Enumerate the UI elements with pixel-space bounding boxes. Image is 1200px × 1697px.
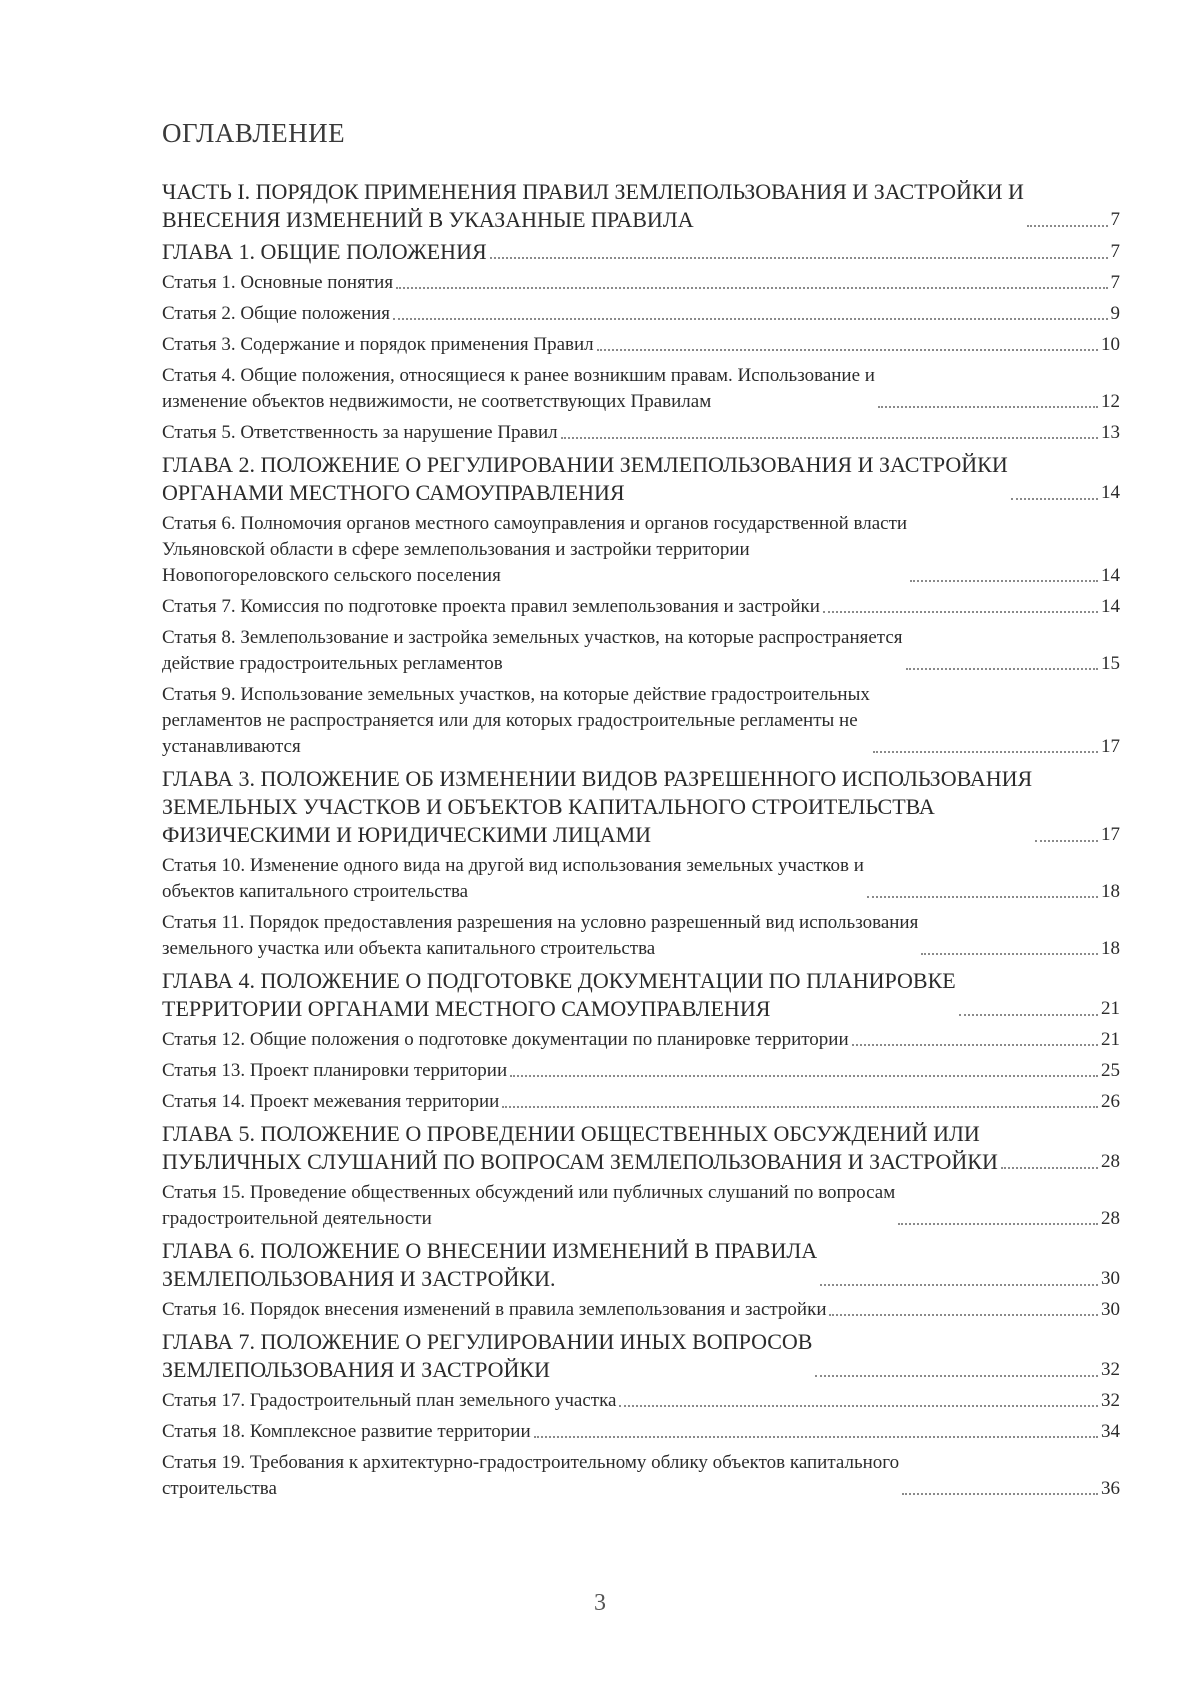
- toc-entry-article[interactable]: [162, 301, 1120, 327]
- toc-entry-page-number: 32: [1101, 1390, 1120, 1411]
- dot-leader: [393, 318, 1107, 320]
- dot-leader: [396, 287, 1107, 289]
- toc-entry-article[interactable]: [162, 1450, 1120, 1502]
- toc-entry-text: Статья 9. Использование земельных участков, на которые действие градостроительных регламентов не распространяется или для которых градостроительные регламенты не устанавливаются: [162, 684, 870, 757]
- toc-entry-article[interactable]: [162, 682, 1120, 760]
- toc-entry-page-number: 9: [1110, 303, 1120, 324]
- toc-entry-article[interactable]: [162, 1180, 1120, 1232]
- toc-entry-text: Статья 16. Порядок внесения изменений в правила землепользования и застройки: [162, 1299, 827, 1320]
- toc-entry-article[interactable]: [162, 594, 1120, 620]
- toc-entry-page-number: 14: [1101, 565, 1120, 586]
- toc-entry-page-number: 10: [1101, 334, 1120, 355]
- toc-entry-page-number: 7: [1110, 272, 1120, 293]
- dot-leader: [510, 1075, 1098, 1077]
- toc-entry-page-number: 32: [1101, 1359, 1120, 1380]
- toc-entry-page-number: 17: [1101, 736, 1120, 757]
- toc-entry-page-number: 30: [1101, 1268, 1120, 1289]
- toc-entry-chapter[interactable]: [162, 1120, 1120, 1176]
- toc-entry-article[interactable]: [162, 1419, 1120, 1445]
- toc-entry-text: Статья 1. Основные понятия: [162, 272, 394, 293]
- toc-entry-text: Статья 12. Общие положения о подготовке документации по планировке территории: [162, 1029, 849, 1050]
- toc-entry-chapter[interactable]: [162, 238, 1120, 266]
- toc-entry-chapter[interactable]: [162, 1237, 1120, 1293]
- toc-entry-page-number: 17: [1101, 824, 1120, 845]
- dot-leader: [959, 1014, 1098, 1016]
- toc-entry-page-number: 7: [1110, 241, 1120, 262]
- toc-entry-text: Статья 3. Содержание и порядок применения Правил: [162, 334, 594, 355]
- toc-entry-page-number: 28: [1101, 1208, 1120, 1229]
- toc-entry-text: Статья 13. Проект планировки территории: [162, 1060, 508, 1081]
- dot-leader: [1001, 1167, 1098, 1169]
- toc-entry-article[interactable]: [162, 625, 1120, 677]
- toc-entry-page-number: 25: [1101, 1060, 1120, 1081]
- toc-entry-chapter[interactable]: [162, 451, 1120, 507]
- toc-entry-text: Статья 2. Общие положения: [162, 303, 391, 324]
- toc-title: ОГЛАВЛЕНИЕ: [162, 118, 346, 148]
- toc-entry-text: ГЛАВА 4. ПОЛОЖЕНИЕ О ПОДГОТОВКЕ ДОКУМЕНТАЦИИ ПО ПЛАНИРОВКЕ ТЕРРИТОРИИ ОРГАНАМИ МЕСТНОГО САМОУПРАВЛЕНИЯ: [162, 968, 956, 1021]
- toc-entry-text: ГЛАВА 5. ПОЛОЖЕНИЕ О ПРОВЕДЕНИИ ОБЩЕСТВЕННЫХ ОБСУЖДЕНИЙ ИЛИ ПУБЛИЧНЫХ СЛУШАНИЙ ПО ВОПРОСАМ ЗЕМЛЕПОЛЬЗОВАНИЯ И ЗАСТРОЙКИ: [162, 1121, 998, 1174]
- toc-entry-text: Статья 10. Изменение одного вида на другой вид использования земельных участков и объектов капитального строительства: [162, 855, 864, 902]
- toc-entry-text: Статья 6. Полномочия органов местного самоуправления и органов государственной власти Ульяновской области в сфере землепользования и застройки территории Новопогореловского сельского поселения: [162, 513, 908, 586]
- dot-leader: [1027, 225, 1108, 227]
- toc-entry-page-number: 26: [1101, 1091, 1120, 1112]
- toc-entry-article[interactable]: [162, 1089, 1120, 1115]
- dot-leader: [619, 1405, 1098, 1407]
- toc-entry-page-number: 7: [1110, 209, 1120, 230]
- dot-leader: [1035, 840, 1098, 842]
- toc-entry-page-number: 15: [1101, 653, 1120, 674]
- dot-leader: [502, 1106, 1098, 1108]
- toc-entry-text: Статья 15. Проведение общественных обсуждений или публичных слушаний по вопросам градостроительной деятельности: [162, 1182, 896, 1229]
- dot-leader: [815, 1375, 1098, 1377]
- toc-entry-page-number: 13: [1101, 422, 1120, 443]
- toc-entry-article[interactable]: [162, 1058, 1120, 1084]
- toc-entry-page-number: 28: [1101, 1151, 1120, 1172]
- dot-leader: [597, 349, 1098, 351]
- page-number: 3: [594, 1590, 606, 1616]
- toc-entry-text: ГЛАВА 7. ПОЛОЖЕНИЕ О РЕГУЛИРОВАНИИ ИНЫХ ВОПРОСОВ ЗЕМЛЕПОЛЬЗОВАНИЯ И ЗАСТРОЙКИ: [162, 1329, 813, 1382]
- toc-entry-text: Статья 18. Комплексное развитие территории: [162, 1421, 531, 1442]
- toc-entry-chapter[interactable]: [162, 967, 1120, 1023]
- toc-entry-text: Статья 4. Общие положения, относящиеся к ранее возникшим правам. Использование и изменение объектов недвижимости, не соответствующих Правилам: [162, 365, 875, 412]
- toc-entry-article[interactable]: [162, 420, 1120, 446]
- toc-entry-text: ГЛАВА 3. ПОЛОЖЕНИЕ ОБ ИЗМЕНЕНИИ ВИДОВ РАЗРЕШЕННОГО ИСПОЛЬЗОВАНИЯ ЗЕМЕЛЬНЫХ УЧАСТКОВ И ОБЪЕКТОВ КАПИТАЛЬНОГО СТРОИТЕЛЬСТВА ФИЗИЧЕСКИМИ И ЮРИДИЧЕСКИМИ ЛИЦАМИ: [162, 766, 1033, 847]
- toc-entry-article[interactable]: [162, 363, 1120, 415]
- toc-entry-chapter[interactable]: [162, 765, 1120, 849]
- dot-leader: [873, 751, 1098, 753]
- toc-entry-text: ГЛАВА 1. ОБЩИЕ ПОЛОЖЕНИЯ: [162, 239, 487, 264]
- toc-entry-text: ЧАСТЬ I. ПОРЯДОК ПРИМЕНЕНИЯ ПРАВИЛ ЗЕМЛЕПОЛЬЗОВАНИЯ И ЗАСТРОЙКИ И ВНЕСЕНИЯ ИЗМЕНЕНИЙ В УКАЗАННЫЕ ПРАВИЛА: [162, 179, 1024, 232]
- toc-entry-page-number: 18: [1101, 938, 1120, 959]
- dot-leader: [829, 1314, 1098, 1316]
- toc-entry-article[interactable]: [162, 270, 1120, 296]
- dot-leader: [852, 1044, 1098, 1046]
- dot-leader: [1011, 498, 1098, 500]
- toc-entry-article[interactable]: [162, 1388, 1120, 1414]
- toc-entry-chapter[interactable]: [162, 1328, 1120, 1384]
- toc-entry-article[interactable]: [162, 1027, 1120, 1053]
- dot-leader: [878, 406, 1098, 408]
- toc-entry-text: Статья 5. Ответственность за нарушение Правил: [162, 422, 558, 443]
- dot-leader: [820, 1284, 1098, 1286]
- toc-entry-page-number: 12: [1101, 391, 1120, 412]
- toc-entry-text: ГЛАВА 2. ПОЛОЖЕНИЕ О РЕГУЛИРОВАНИИ ЗЕМЛЕПОЛЬЗОВАНИЯ И ЗАСТРОЙКИ ОРГАНАМИ МЕСТНОГО САМОУПРАВЛЕНИЯ: [162, 452, 1008, 505]
- dot-leader: [906, 668, 1098, 670]
- toc-entry-article[interactable]: [162, 332, 1120, 358]
- dot-leader: [490, 257, 1108, 259]
- dot-leader: [921, 953, 1098, 955]
- dot-leader: [534, 1436, 1098, 1438]
- toc-entry-page-number: 30: [1101, 1299, 1120, 1320]
- toc-entry-text: Статья 19. Требования к архитектурно-градостроительному облику объектов капитального строительства: [162, 1452, 900, 1499]
- toc-entry-article[interactable]: [162, 853, 1120, 905]
- dot-leader: [561, 437, 1098, 439]
- toc-entry-page-number: 21: [1101, 1029, 1120, 1050]
- toc-entry-text: Статья 11. Порядок предоставления разрешения на условно разрешенный вид использования земельного участка или объекта капитального строительства: [162, 912, 919, 959]
- toc-entry-text: ГЛАВА 6. ПОЛОЖЕНИЕ О ВНЕСЕНИИ ИЗМЕНЕНИЙ В ПРАВИЛА ЗЕМЛЕПОЛЬЗОВАНИЯ И ЗАСТРОЙКИ.: [162, 1238, 818, 1291]
- dot-leader: [898, 1223, 1098, 1225]
- toc-entry-part[interactable]: [162, 178, 1120, 234]
- dot-leader: [867, 896, 1098, 898]
- toc-entry-page-number: 14: [1101, 482, 1120, 503]
- toc-entry-page-number: 34: [1101, 1421, 1120, 1442]
- toc-entry-page-number: 14: [1101, 596, 1120, 617]
- table-of-contents: [162, 178, 1120, 1507]
- toc-entry-article[interactable]: [162, 1297, 1120, 1323]
- dot-leader: [902, 1493, 1098, 1495]
- toc-entry-article[interactable]: [162, 910, 1120, 962]
- toc-entry-text: Статья 17. Градостроительный план земельного участка: [162, 1390, 617, 1411]
- toc-entry-page-number: 21: [1101, 998, 1120, 1019]
- toc-entry-page-number: 36: [1101, 1478, 1120, 1499]
- toc-entry-text: Статья 7. Комиссия по подготовке проекта правил землепользования и застройки: [162, 596, 820, 617]
- toc-entry-page-number: 18: [1101, 881, 1120, 902]
- toc-entry-text: Статья 14. Проект межевания территории: [162, 1091, 500, 1112]
- toc-entry-article[interactable]: [162, 511, 1120, 589]
- dot-leader: [910, 580, 1098, 582]
- dot-leader: [823, 611, 1098, 613]
- toc-entry-text: Статья 8. Землепользование и застройка земельных участков, на которые распространяется действие градостроительных регламентов: [162, 627, 903, 674]
